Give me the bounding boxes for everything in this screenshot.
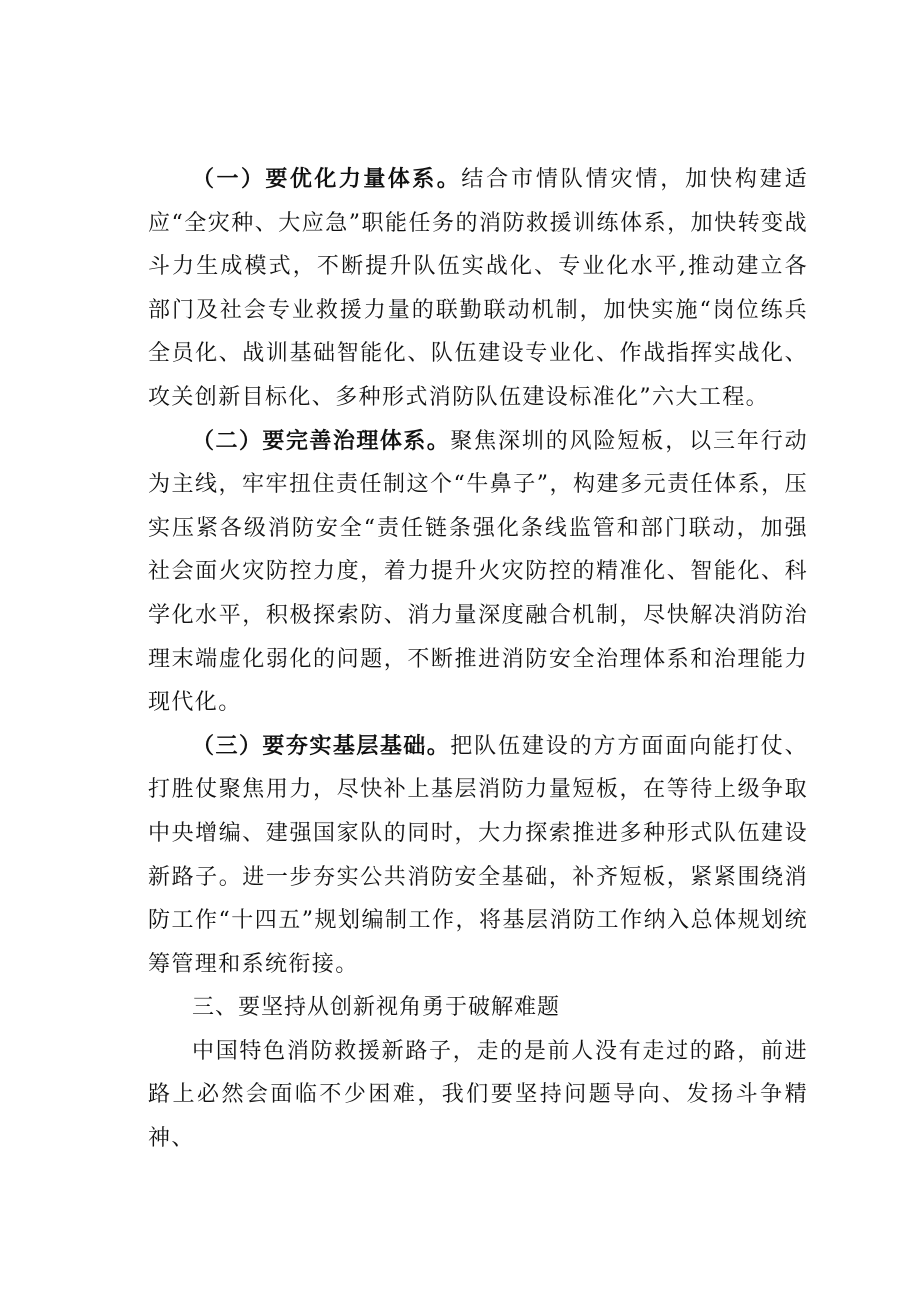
- paragraph-grassroots-foundation: [148, 725, 808, 987]
- paragraph-body: 聚焦深圳的风险短板，以三年行动为主线，牢牢扭住责任制这个“牛鼻子”，构建多元责任体系，压实压紧各级消防安全“责任链条强化条线监管和部门联动，加强社会面火灾防控力度，着力提升火灾防控的精准化、智能化、科学化水平，积极探索防、消力量深度融合机制，尽快解决消防治理末端虚化弱化的问题，不断推进消防安全治理体系和治理能力现代化。: [148, 428, 808, 716]
- paragraph-closing: 中国特色消防救援新路子，走的是前人没有走过的路，前进路上必然会面临不少困难，我们要坚持问题导向、发扬斗争精神、: [148, 1038, 808, 1152]
- paragraph-lead: （一）要优化力量体系。: [192, 167, 462, 192]
- paragraph-body: 结合市情队情灾情，加快构建适应“全灾种、大应急”职能任务的消防救援训练体系，加快转变战斗力生成模式，不断提升队伍实战化、专业化水平,推动建立各部门及社会专业救援力量的联勤联动机制，加快实施“岗位练兵全员化、战训基础智能化、队伍建设专业化、作战指挥实战化、攻关创新目标化、多种形式消防队伍建设标准化”六大工程。: [148, 167, 808, 410]
- section-heading: 三、要坚持从创新视角勇于破解难题: [192, 995, 561, 1021]
- paragraph-lead: （三）要夯实基层基础。: [192, 733, 451, 759]
- document-page: [148, 158, 808, 1161]
- paragraph-lead: （二）要完善治理体系。: [192, 428, 451, 454]
- paragraph-improve-governance: [148, 420, 808, 725]
- paragraph-optimize-force: [148, 158, 808, 420]
- paragraph-body: 把队伍建设的方方面面向能打仗、打胜仗聚焦用力，尽快补上基层消防力量短板，在等待上级争取中央增编、建强国家队的同时，大力探索推进多种形式队伍建设新路子。进一步夯实公共消防安全基础，补齐短板，紧紧围绕消防工作“十四五”规划编制工作，将基层消防工作纳入总体规划统筹管理和系统衔接。: [148, 733, 808, 977]
